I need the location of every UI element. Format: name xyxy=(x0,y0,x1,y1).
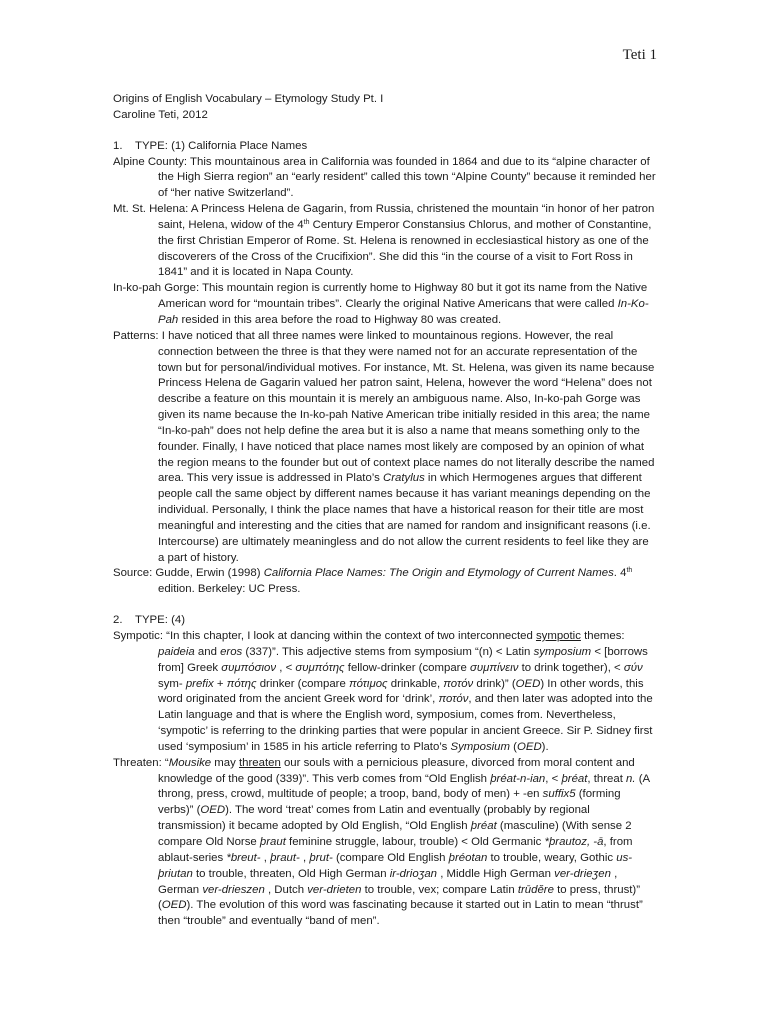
italic-run: þréat-n-ian xyxy=(490,772,546,785)
text-run: to trouble, vex; compare Latin xyxy=(361,883,518,896)
text-run: < [borrows from] Greek xyxy=(158,645,648,674)
entry-mt-st-helena xyxy=(113,202,656,281)
text-run: may xyxy=(211,756,239,769)
italic-run: þrut- xyxy=(309,851,333,864)
italic-run: ποτόν xyxy=(438,693,469,706)
text-run: feminine struggle, labour, trouble) < Old Germanic xyxy=(285,835,545,848)
entry-text: : A Princess Helena de Gagarin, from Russia, christened the mountain “in honor of her patron saint, Helena, widow of the 4 xyxy=(158,203,655,231)
text-run: fellow-drinker (compare xyxy=(344,661,470,674)
text-run: , < xyxy=(276,661,296,674)
entry-text: resided in this area before the road to Highway 80 was created. xyxy=(178,313,502,326)
text-run: (compare Old English xyxy=(332,851,449,864)
ordinal-suffix: th xyxy=(303,218,310,226)
text-run: (A throng, press, crowd, multitude of people; a troop, band, body of men) + -en xyxy=(158,772,650,801)
text-run: Sympotic: “In this chapter, I look at dancing within the context of two interconnected xyxy=(113,630,536,642)
italic-run: *breut- xyxy=(226,851,261,864)
document-title: Origins of English Vocabulary – Etymology Study Pt. I xyxy=(113,93,384,105)
text-run: to drink together), < xyxy=(518,661,624,674)
text-run: (masculine) (With sense 2 compare Old Norse xyxy=(158,820,632,848)
entry-term: Alpine County xyxy=(113,155,184,168)
italic-run: σύν xyxy=(623,661,643,674)
text-run: (337)”. This adjective stems from symposium “(n) < Latin xyxy=(242,645,534,658)
italic-run: OED xyxy=(516,740,542,753)
italic-run: þraut- xyxy=(270,851,300,864)
italic-run: þréotan xyxy=(448,851,488,864)
text-run: to trouble, threaten, Old High German xyxy=(192,867,390,880)
entry-threaten xyxy=(113,756,656,930)
text-run: sym- xyxy=(158,677,186,690)
text-run: , xyxy=(260,851,271,864)
entry-text: edition. Berkeley: UC Press. xyxy=(158,583,301,596)
entry-text: in which Hermogenes argues that different people call the same object by different names because it has variant meanings depending on the individual. Personally, I think the place names that have a historical reason for their title are most meaningful and interesting and the cities that are named for random and insignificant reasons (i.e. Intercourse) are ultimately meaningless and do not allow the current residents to feel like they are a part of history. xyxy=(158,472,651,564)
italic-run: þréat xyxy=(561,772,588,785)
section-1-heading xyxy=(113,139,656,155)
italic-run: paideia xyxy=(158,645,195,658)
text-run: , and then later was adopted into the Latin language and that is where the English word, symposium, comes from. Nevertheless, ‘sympotic’ is referring to the drinking parties that were popular in ancient Greece. Sir P. Sidney first used ‘symposium’ in 1585 in his article referring to Plato’s xyxy=(158,693,653,753)
italic-run: *þrautoz, -ā xyxy=(544,835,604,848)
text-run: to press, thrust)” ( xyxy=(158,883,641,912)
text-run: , from ablaut-series xyxy=(158,835,633,864)
text-run: drink)” ( xyxy=(473,677,516,690)
italic-run: us-þriutan xyxy=(158,851,633,880)
text-run: ). xyxy=(541,740,549,753)
entry-italic: In-Ko-Pah xyxy=(158,298,649,326)
entry-in-ko-pah-gorge xyxy=(113,281,656,329)
text-run: our souls with a pernicious pleasure, divorced from moral content and knowledge of the good (339)”. This verb comes from “Old English xyxy=(158,756,635,785)
italic-run: συμπότης xyxy=(295,661,345,674)
entry-text: : This mountainous area in California was founded in 1864 and due to its “alpine character of the High Sierra region” an “early resident” called this town “Alpine County” because it reminded her of “her native Switzerland”. xyxy=(158,155,656,200)
text-run: , Dutch xyxy=(264,883,308,896)
italic-run: trūdĕre xyxy=(517,883,554,896)
italic-run: ver-drieʒen xyxy=(554,867,611,880)
text-run: (forming verbs)” ( xyxy=(158,788,621,817)
entry-term: Mt. St. Helena xyxy=(113,203,186,216)
book-title: California Place Names: The Origin and Etymology of Current Names xyxy=(263,567,614,580)
text-run: , Middle High German xyxy=(437,867,555,880)
italic-run: ποτόν xyxy=(443,677,474,690)
page-header: Teti 1 xyxy=(622,47,657,63)
underlined-run: threaten xyxy=(239,756,281,769)
text-run: ). The evolution of this word was fascinating because it started out in Latin to mean “thrust” then “trouble” and eventually “band of men”. xyxy=(158,899,643,928)
text-run: drinkable, xyxy=(387,677,444,690)
text-run: , xyxy=(299,851,310,864)
text-run: drinker (compare xyxy=(256,677,349,690)
text-run: to trouble, weary, Gothic xyxy=(487,851,617,864)
text-run: themes: xyxy=(580,630,625,642)
italic-run: eros xyxy=(220,645,243,658)
ordinal-suffix: th xyxy=(626,567,633,575)
italic-run: þréat xyxy=(470,820,497,833)
text-run: + xyxy=(213,677,227,690)
italic-run: prefix xyxy=(185,677,214,690)
text-run: and xyxy=(194,645,221,658)
text-run: , German xyxy=(158,867,618,896)
entry-text: : This mountain region is currently home to Highway 80 but it got its name from the Native American word for “mountain tribes”. Clearly the original Native Americans that were called xyxy=(158,282,648,311)
italic-run: συμπίνειν xyxy=(469,661,519,674)
text-run: ) In other words, this word originated from the ancient Greek word for ‘drink’, xyxy=(158,677,644,706)
entry-alpine-county xyxy=(113,155,656,203)
italic-run: þraut xyxy=(259,835,286,848)
italic-run: ver-drieszen xyxy=(202,883,265,896)
entry-text: : I have noticed that all three names were linked to mountainous regions. However, the real connection between the three is that they were named not for an accurate representation of the town but for personal/individual motives. For instance, Mt. St. Helena, was given its name because Princess Helena de Gagarin valued her patron saint, Helena, however the word “Helena” does not describe a feature on this mountain it is merely an ambiguous name. Also, In-ko-pah Gorge was given its name because the In-ko-pah Native American tribe initially resided in this area; the name “In-ko-pah” does not help define the area but it is also a name that means something only to the founder. Finally, I have noticed that place names most likely are composed by an opinion of what the region means to the founder but out of context place names do not literally describe the named area. This very issue is addressed in Plato’s xyxy=(155,329,655,485)
italic-run: n. xyxy=(626,772,636,785)
entry-text: Century Emperor Constansius Chlorus, and mother of Constantine, the first Christian Emperor of Rome. St. Helena is renowned in ecclesiastical history as one of the discoverers of the Cross of the Crucifixion”. She did this “in the course of a visit to Fort Ross in 1841” and it is located in Napa County. xyxy=(158,218,652,279)
section-number: 2. xyxy=(113,614,123,627)
italic-run: πότης xyxy=(226,677,257,690)
italic-run: OED xyxy=(515,677,541,690)
text-run: ). The word ‘treat’ comes from Latin and eventually (probably by regional transmission) it became adopted by Old English, “Old English xyxy=(158,804,590,833)
italic-run: Symposium xyxy=(450,740,511,753)
underlined-run: sympotic xyxy=(535,630,581,642)
text-run: , < xyxy=(545,772,562,785)
entry-term: Patterns xyxy=(113,329,156,342)
section-2-heading xyxy=(113,613,656,629)
text-run: , threat xyxy=(587,772,627,785)
entry-sympotic xyxy=(113,629,656,756)
italic-run: ver-drieten xyxy=(307,883,362,896)
italic-run: symposium xyxy=(533,645,592,658)
author-line: Caroline Teti, 2012 xyxy=(113,108,208,121)
section-title: TYPE: (4) xyxy=(135,614,186,627)
italic-run: ir-drioʒan xyxy=(389,867,438,880)
section-title: TYPE: (1) California Place Names xyxy=(135,139,308,152)
italic-run: suffix5 xyxy=(542,788,576,801)
text-run: ( xyxy=(510,740,517,753)
text-run: Threaten: “ xyxy=(113,756,169,769)
italic-run: OED xyxy=(200,804,226,817)
entry-term: In-ko-pah Gorge xyxy=(113,282,196,295)
italic-run: πότιμος xyxy=(348,677,388,690)
entry-patterns xyxy=(113,329,656,567)
entry-text: . 4 xyxy=(613,567,627,580)
entry-text: Source: Gudde, Erwin (1998) xyxy=(113,567,264,580)
entry-italic: Cratylus xyxy=(382,472,425,485)
italic-run: συμπόσιον xyxy=(221,661,277,674)
italic-run: Mousike xyxy=(168,756,212,769)
italic-run: OED xyxy=(161,899,187,912)
section-number: 1. xyxy=(113,139,123,152)
entry-source-citation xyxy=(113,566,656,598)
